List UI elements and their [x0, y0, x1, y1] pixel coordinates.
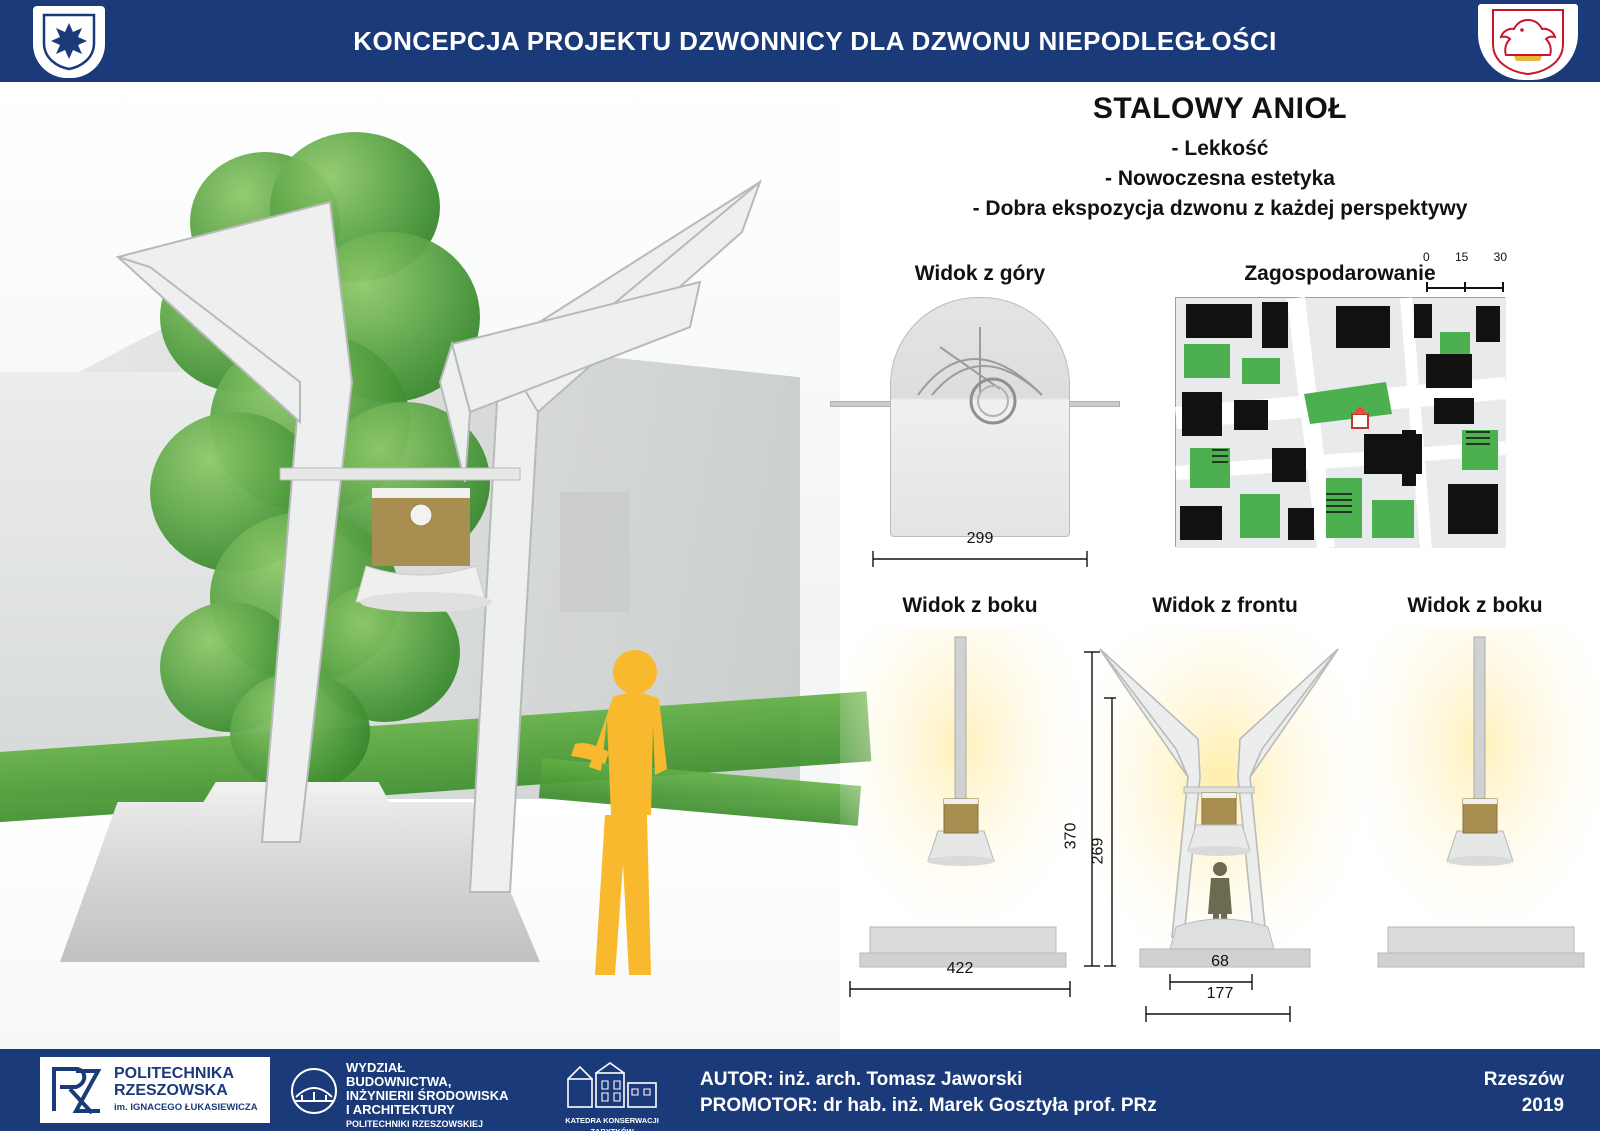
city-label: Rzeszów [1483, 1069, 1564, 1090]
prz-monogram-icon [46, 1061, 106, 1119]
author-line: AUTOR: inż. arch. Tomasz Jaworski [700, 1069, 1023, 1090]
bell-render [356, 488, 492, 612]
poster-body [0, 82, 1600, 1049]
concept-bullets [840, 134, 1600, 224]
concept-title: STALOWY ANIOŁ [1092, 92, 1348, 125]
scale-tick: 0 [1423, 250, 1430, 264]
department-line-1: KATEDRA KONSERWACJI [565, 1116, 659, 1125]
year-label: 2019 [1521, 1095, 1564, 1116]
poster-header [0, 0, 1600, 82]
rzeszow-coat-of-arms-icon [33, 6, 105, 78]
side-view-right-drawing [1360, 627, 1600, 977]
top-view-details [880, 297, 1080, 547]
place-and-date [1484, 1067, 1564, 1119]
university-logo [40, 1057, 270, 1123]
front-view-drawing [1080, 627, 1360, 987]
dimension-front-base-small: 68 [1211, 953, 1229, 970]
faculty-line-4: I ARCHITEKTURY [346, 1102, 455, 1117]
faculty-emblem-icon [288, 1067, 340, 1115]
scale-bar-ticks [1423, 250, 1507, 264]
site-plan-map [1175, 297, 1505, 547]
dimension-bell-height: 269 [1089, 837, 1107, 865]
label-side-view-left: Widok z boku [902, 594, 1038, 617]
bullet-item: - Lekkość [1171, 137, 1269, 160]
label-top-view: Widok z góry [914, 262, 1046, 285]
site-plan-graphic [1176, 298, 1506, 548]
department-line-2: ZABYTKÓW [590, 1127, 634, 1136]
front-view-height-dimensions [1026, 622, 1116, 992]
scale-tick: 15 [1454, 250, 1469, 264]
technical-panel [840, 82, 1600, 1049]
front-base-large-dimension-line [1140, 1002, 1300, 1026]
dimension-side-view-width: 422 [946, 960, 974, 977]
faculty-line-1: WYDZIAŁ [346, 1060, 406, 1075]
faculty-line-2: BUDOWNICTWA, [346, 1074, 452, 1089]
faculty-subline: POLITECHNIKI RZESZOWSKIEJ [346, 1119, 484, 1129]
perspective-render [0, 82, 840, 1049]
bullet-item: - Dobra ekspozycja dzwonu z każdej perspektywy [972, 197, 1468, 220]
label-site-plan: Zagospodarowanie [1244, 262, 1436, 285]
map-scale-bar [1423, 272, 1507, 296]
university-line-1: POLITECHNIKA [114, 1064, 234, 1082]
steel-frame-structure [0, 82, 840, 1049]
top-view-drawing [880, 297, 1080, 547]
human-figure-silhouette [565, 642, 685, 982]
promoter-line: PROMOTOR: dr hab. inż. Marek Gosztyła prof. PRz [700, 1095, 1157, 1116]
top-view-dimension-line [865, 547, 1095, 571]
label-side-view-right: Widok z boku [1407, 594, 1543, 617]
dimension-top-view-width: 299 [966, 530, 994, 547]
credits [700, 1067, 1320, 1119]
university-line-2: RZESZOWSKA [114, 1081, 228, 1099]
label-front-view: Widok z frontu [1152, 594, 1298, 617]
scale-tick: 30 [1493, 250, 1507, 264]
polish-eagle-icon [1478, 4, 1578, 80]
department-logo [552, 1063, 672, 1136]
bullet-item: - Nowoczesna estetyka [1105, 167, 1335, 190]
dimension-front-base-large: 177 [1206, 985, 1234, 1002]
page-title: KONCEPCJA PROJEKTU DZWONNICY DLA DZWONU NIEPODLEGŁOŚCI [353, 25, 1277, 56]
faculty-line-3: INŻYNIERII ŚRODOWISKA [346, 1088, 509, 1103]
poster-footer [0, 1049, 1600, 1136]
university-line-3: im. IGNACEGO ŁUKASIEWICZA [114, 1101, 258, 1113]
historic-building-icon [564, 1063, 660, 1109]
dimension-total-height: 370 [1062, 822, 1080, 850]
